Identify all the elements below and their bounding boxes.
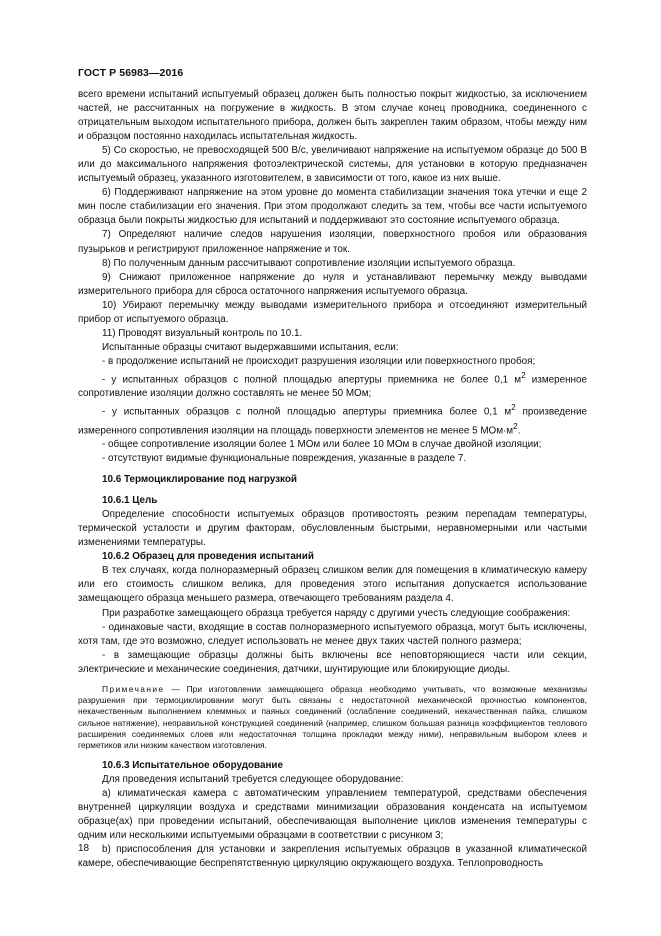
list-item: - одинаковые части, входящие в состав полноразмерного испытуемого образца, могут быть исключены, хотя там, где это возможно, следует использовать не менее двух таких частей полного размера; [78, 621, 587, 647]
list-item [78, 401, 587, 438]
paragraph: 8) По полученным данным рассчитывают сопротивление изоляции испытуемого образца. [102, 257, 516, 269]
list-item: - общее сопротивление изоляции более 1 МОм или более 10 МОм в случае двойной изоляции; [102, 439, 542, 451]
text-run: измеренное сопротивление изоляции должно составлять не менее 50 МОм; [78, 374, 587, 400]
paragraph: 6) Поддерживают напряжение на этом уровне до момента стабилизации значения тока утечки и еще 2 мин после стабилизации его значения. При этом продолжают следить за тем, чтобы все части испытуемого образца были покрыты жидкостью для испытаний и поддерживают это состояние испытуемого образца. [78, 187, 587, 227]
section-heading: 10.6 Термоциклирование под нагрузкой [102, 474, 297, 486]
list-item [78, 369, 587, 401]
paragraph: Определение способности испытуемых образцов противостоять резким перепадам температуры, термической усталости и другим факторам, обусловленным быстрыми, неравномерными или частыми изменениями температуры. [78, 509, 587, 549]
paragraph: Для проведения испытаний требуется следующее оборудование: [102, 773, 404, 785]
text-run: - у испытанных образцов с полной площадью апертуры приемника не более 0,1 м [102, 374, 522, 386]
paragraph: 10) Убирают перемычку между выводами измерительного прибора и отсоединяют измерительный прибор от испытуемого образца. [78, 299, 587, 325]
paragraph: При разработке замещающего образца требуется наряду с другими учесть следующие соображения: [102, 607, 571, 619]
subsection-heading: 10.6.2 Образец для проведения испытаний [102, 551, 314, 563]
superscript: 2 [511, 403, 516, 413]
paragraph: 7) Определяют наличие следов нарушения изоляции, поверхностного пробоя или образования пузырьков и регистрируют приложенное напряжение и ток. [78, 229, 587, 255]
paragraph: В тех случаях, когда полноразмерный образец слишком велик для помещения в климатическую камеру или его стоимость слишком велика, для проведения этого испытания допускается использование замещающего образца меньшего размера, отвечающего требованиям раздела 4. [78, 565, 587, 605]
paragraph: Испытанные образцы считают выдержавшими испытания, если: [102, 341, 399, 353]
text-run: . [517, 424, 521, 436]
superscript: 2 [513, 421, 518, 431]
list-item: а) климатическая камера с автоматическим управлением температурой, средствами обеспечения внутренней циркуляции воздуха и средствами минимизации образования конденсата на испытуемом образце(ах) при проведении испытаний, обеспечивающая выполнение циклов изменения температуры с одним или несколькими испытуемыми образцами в соответствии с рисунком 3; [78, 787, 587, 841]
list-item: b) приспособления для установки и закрепления испытуемых образцов в указанной климатической камере, обеспечивающие беспрепятственную циркуляцию окружающего воздуха. Теплопроводность [78, 843, 587, 869]
page-number: 18 [78, 843, 90, 854]
spacer [78, 752, 587, 759]
paragraph: 11) Проводят визуальный контроль по 10.1. [102, 327, 303, 339]
standard-id-header: ГОСТ Р 56983—2016 [78, 67, 184, 79]
spacer [78, 466, 587, 473]
paragraph: 5) Со скоростью, не превосходящей 500 В/с, увеличивают напряжение на испытуемом образце до 500 В или до максимального напряжения фотоэлектрической системы, для установки в которую предназначен испытуемый образец, указанного изготовителем, в зависимости от того, какое из них выше. [78, 145, 587, 185]
superscript: 2 [521, 370, 526, 380]
subsection-heading: 10.6.3 Испытательное оборудование [102, 759, 283, 771]
subsection-heading: 10.6.1 Цель [102, 495, 158, 507]
list-item: - в продолжение испытаний не происходит разрушения изоляции или поверхностного пробоя; [102, 355, 536, 367]
note-label: Примечание [102, 683, 165, 694]
spacer [78, 487, 587, 494]
note-text: — При изготовлении замещающего образца необходимо учитывать, что возможные механизмы разрушения при термоциклировании могут быть связаны с недостаточной механической прочностью компонентов, некачественным выполнением клеммных и паяных соединений (ослабление соединений, некачественная пайка, слишком сильное натяжение), неправильной конструкцией соединений (например, слишком большая разница коэффициентов теплового расширения соединяемых слоев или недостаточная толщина прокладки между ними), неправильным выбором клеев и герметиков или низким качеством изготовления. [78, 683, 587, 751]
note [78, 684, 587, 752]
text-run: - у испытанных образцов с полной площадью апертуры приемника более 0,1 м [102, 406, 512, 418]
page-body [78, 88, 587, 871]
paragraph: всего времени испытаний испытуемый образец должен быть полностью покрыт жидкостью, за исключением частей, не рассчитанных на погружение в жидкость. В этом случае конец проводника, соединенного с отрицательным выходом испытательного прибора, должен быть закреплен таким образом, чтобы между ним и образцом постоянно находилась испытательная жидкость. [78, 89, 587, 143]
list-item: - отсутствуют видимые функциональные повреждения, указанные в разделе 7. [102, 453, 467, 465]
list-item: - в замещающие образцы должны быть включены все неповторяющиеся части или секции, электрические и механические соединения, датчики, шунтирующие или блокирующие диоды. [78, 649, 587, 675]
spacer [78, 677, 587, 684]
paragraph: 9) Снижают приложенное напряжение до нуля и устанавливают перемычку между выводами измерительного прибора для сброса остаточного напряжения испытуемого образца. [78, 271, 587, 297]
text-run: произведение измеренного сопротивления изоляции на площадь поверхности элементов не менее 5 МОм·м [78, 406, 587, 436]
